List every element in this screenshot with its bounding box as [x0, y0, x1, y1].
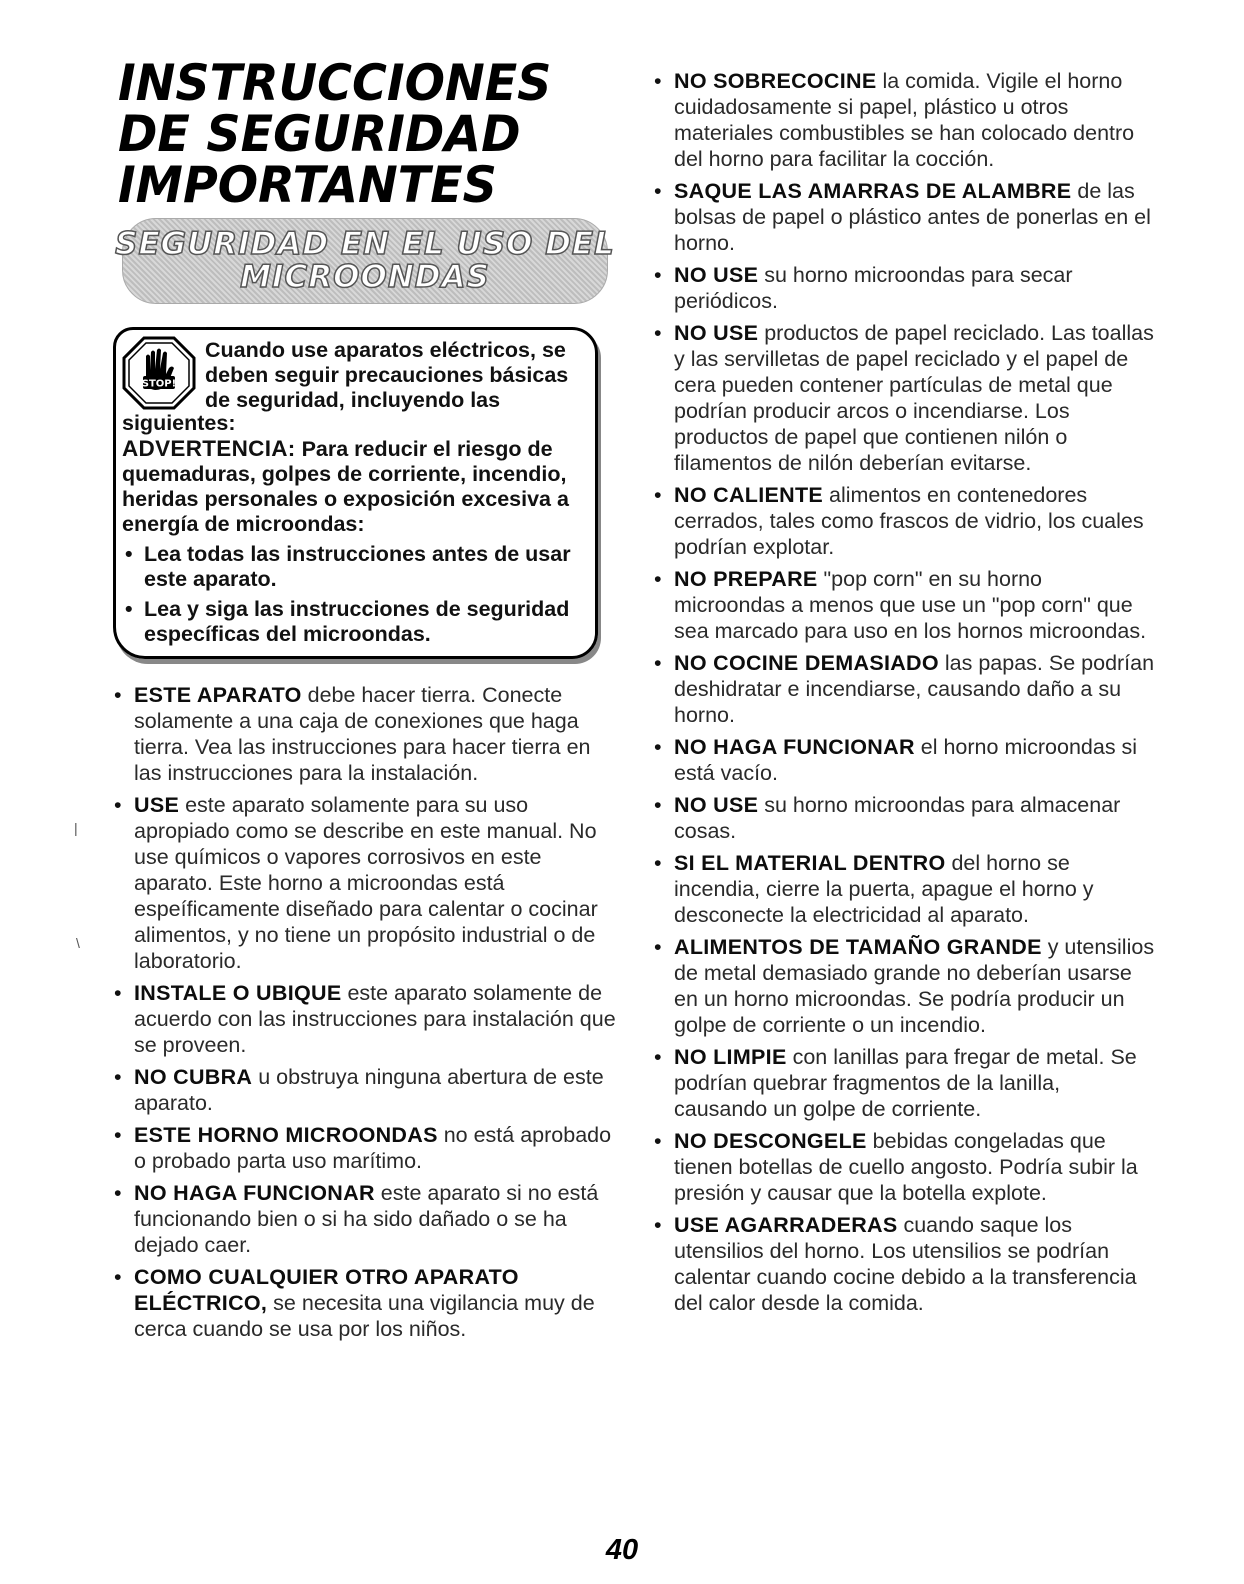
page-number: 40 — [605, 1534, 639, 1566]
advertencia-text: Para reducir el riesgo de quemaduras, golpes de corriente, incendio, heridas personales o exposición excesiva a energía de microondas: — [122, 437, 569, 536]
banner-line-2: MICROONDAS — [240, 259, 490, 295]
list-item: • NO LIMPIE con lanillas para fregar de metal. Se podrían quebrar fragmentos de la lanilla, causando un golpe de corriente. — [652, 1044, 1157, 1122]
list-item: • NO COCINE DEMASIADO las papas. Se podrían deshidratar e incendiarse, causando daño a su horno. — [652, 650, 1157, 728]
banner-line-1: SEGURIDAD EN EL USO DEL — [115, 226, 615, 262]
list-item: • USE este aparato solamente para su uso apropiado como se describe en este manual. No use químicos o vapores corrosivos en este aparato. Este horno a microondas está espeíficamente diseñado para calentar o cocinar alimentos, y no tiene un propósito industrial o de laboratorio. — [112, 792, 617, 974]
list-item: • USE AGARRADERAS cuando saque los utensilios del horno. Los utensilios se podrían calentar cuando cocine debido a la transferencia del calor desde la comida. — [652, 1212, 1157, 1316]
list-item: • NO DESCONGELE bebidas congeladas que tienen botellas de cuello angosto. Podría subir la presión y causar que la botella explote. — [652, 1128, 1157, 1206]
list-item: • SAQUE LAS AMARRAS DE ALAMBRE de las bolsas de papel o plástico antes de ponerlas en el horno. — [652, 178, 1157, 256]
warning-bullets — [122, 542, 592, 647]
warning-lead-continued: siguientes: — [122, 411, 236, 435]
page-title — [118, 54, 593, 214]
list-item: • NO USE su horno microondas para secar periódicos. — [652, 262, 1157, 314]
scan-mark: | — [74, 820, 78, 836]
list-item: • NO CALIENTE alimentos en contenedores cerrados, tales como frascos de vidrio, los cuales podrían explotar. — [652, 482, 1157, 560]
list-item: • NO HAGA FUNCIONAR este aparato si no está funcionando bien o si ha sido dañado o se ha dejado caer. — [112, 1180, 617, 1258]
list-item: • SI EL MATERIAL DENTRO del horno se incendia, cierre la puerta, apague el horno y desconecte la electricidad al aparato. — [652, 850, 1157, 928]
warning-bullet: • Lea todas las instrucciones antes de usar este aparato. — [122, 542, 592, 592]
list-item: • NO HAGA FUNCIONAR el horno microondas si está vacío. — [652, 734, 1157, 786]
list-item: • NO USE su horno microondas para almacenar cosas. — [652, 792, 1157, 844]
warning-advertencia — [122, 436, 592, 537]
section-banner — [115, 218, 615, 304]
title-line-1: INSTRUCCIONES — [118, 54, 552, 112]
list-item: • NO PREPARE "pop corn" en su horno microondas a menos que use un "pop corn" que sea marcado para uso en los hornos microondas. — [652, 566, 1157, 644]
scan-mark: \ — [76, 935, 80, 951]
list-item: • COMO CUALQUIER OTRO APARATO ELÉCTRICO, se necesita una vigilancia muy de cerca cuando se usa por los niños. — [112, 1264, 617, 1342]
stop-icon-label: STOP! — [141, 378, 177, 390]
warning-body — [122, 411, 592, 647]
list-item: • NO SOBRECOCINE la comida. Vigile el horno cuidadosamente si papel, plástico u otros materiales combustibles se han colocado dentro del horno para facilitar la cocción. — [652, 68, 1157, 172]
list-item: • ALIMENTOS DE TAMAÑO GRANDE y utensilios de metal demasiado grande no deberían usarse en un horno microondas. Se podría producir un golpe de corriente o un incendio. — [652, 934, 1157, 1038]
list-item: • ESTE HORNO MICROONDAS no está aprobado o probado parta uso marítimo. — [112, 1122, 617, 1174]
title-line-2: DE SEGURIDAD — [118, 105, 521, 163]
left-instructions-list — [112, 682, 617, 1348]
list-item: • NO CUBRA u obstruya ninguna abertura de este aparato. — [112, 1064, 617, 1116]
right-instructions-list — [652, 68, 1157, 1322]
title-line-3: IMPORTANTES — [118, 156, 497, 214]
list-item: • NO USE productos de papel reciclado. Las toallas y las servilletas de papel reciclado y el papel de cera pueden contener partículas de metal que podrían producir arcos o incendiarse. Los productos de papel que contienen nilón o filamentos de nilón deberían evitarse. — [652, 320, 1157, 476]
stop-hand-icon — [122, 336, 196, 410]
warning-bullet: • Lea y siga las instrucciones de seguridad específicas del microondas. — [122, 597, 592, 647]
warning-lead-text: Cuando use aparatos eléctricos, se deben seguir precauciones básicas de seguridad, incluyendo las — [205, 338, 569, 412]
list-item: • INSTALE O UBIQUE este aparato solamente de acuerdo con las instrucciones para instalación que se proveen. — [112, 980, 617, 1058]
advertencia-label: ADVERTENCIA: — [122, 436, 296, 461]
list-item: • ESTE APARATO debe hacer tierra. Conecte solamente a una caja de conexiones que haga tierra. Vea las instrucciones para hacer tierra en las instrucciones para la instalación. — [112, 682, 617, 786]
